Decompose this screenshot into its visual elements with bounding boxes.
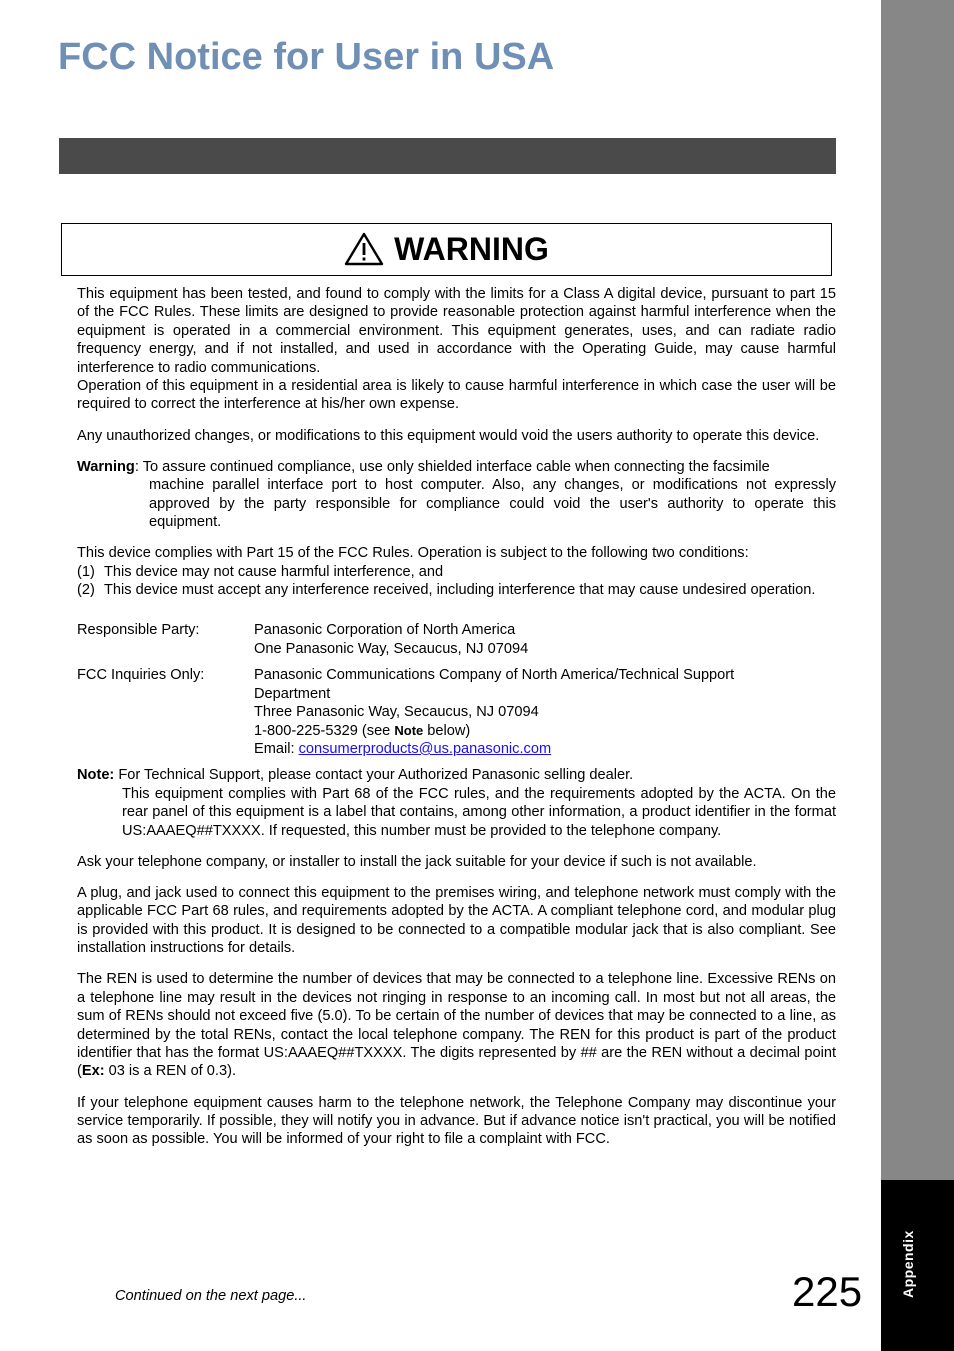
fcc-inquiries-label: FCC Inquiries Only: — [77, 667, 205, 684]
note-continuation: This equipment complies with Part 68 of the FCC rules, and the requirements adopted by the ACTA. On the rear panel of this equipment is a label that contains, among other information, a product identifier in the format US:AAAEQ##TXXXX. If requested, this number must be provided to the telephone company. — [122, 785, 836, 839]
condition-number: (2) — [77, 582, 95, 599]
note-paragraph — [77, 766, 836, 784]
email-line: Email: consumerproducts@us.panasonic.com — [254, 740, 552, 757]
paragraph-unauthorized: Any unauthorized changes, or modifications to this equipment would void the users authority to operate this device. — [77, 427, 820, 444]
paragraph-ren: The REN is used to determine the number of devices that may be connected to a telephone line. Excessive RENs on a telephone line may result in the devices not ringing in response to an incoming call. In most but not all areas, the sum of RENs should not exceed five (5.0). To be certain of the number of devices that may be connected to a line, as determined by the total RENs, contact the local telephone company. The REN for this product is part of the product identifier that has the format US:AAAEQ##TXXXX. The digits represented by ## are the REN without a decimal point (Ex: 03 is a REN of 0.3). — [77, 971, 836, 1080]
paragraph-plug: A plug, and jack used to connect this equipment to the premises wiring, and telephone network must comply with the applicable FCC Part 68 rules, and requirements adopted by the ACTA. A compliant telephone cord, and modular plug is provided with this product. It is designed to be connected to a compatible modular jack that is also compliant. See installation instructions for details. — [77, 884, 836, 957]
paragraph-jack: Ask your telephone company, or installer to install the jack suitable for your device if such is not available. — [77, 853, 757, 870]
continued-note: Continued on the next page... — [115, 1288, 307, 1304]
fcc-inquiries-line: Department — [254, 685, 331, 702]
warning-banner — [61, 223, 832, 276]
paragraph-harm: If your telephone equipment causes harm to the telephone network, the Telephone Company may discontinue your service temporarily. If possible, they will notify you in advance. But if advance notice isn't practical, you will be notified as soon as possible. You will be informed of your right to file a complaint with FCC. — [77, 1094, 836, 1148]
page-number: 225 — [792, 1268, 863, 1315]
responsible-party-label: Responsible Party: — [77, 622, 200, 639]
warning-paragraph: Warning: To assure continued compliance, use only shielded interface cable when connecting the facsimile — [77, 458, 770, 475]
condition-item — [77, 581, 836, 599]
side-tab-appendix-block — [881, 1180, 954, 1351]
paragraph-class-a: This equipment has been tested, and found to comply with the limits for a Class A digital device, pursuant to part 15 of the FCC Rules. These limits are designed to provide reasonable protection against harmful interference when the equipment is operated in a commercial environment. This equipment generates, uses, and can radiate radio frequency energy, and if not installed, and used in accordance with the Operating Guide, may cause harmful interference to radio communications. — [77, 286, 836, 376]
email-link[interactable]: consumerproducts@us.panasonic.com — [298, 740, 552, 757]
warning-triangle-icon — [344, 232, 384, 266]
notice-body — [77, 285, 836, 1149]
note-text: For Technical Support, please contact your Authorized Panasonic selling dealer. — [114, 767, 634, 784]
title-bar — [59, 138, 836, 174]
paragraph-residential: Operation of this equipment in a residential area is likely to cause harmful interference in which case the user will be required to correct the interference at his/her own expense. — [77, 378, 836, 413]
note-label: Note: — [77, 767, 115, 784]
warning-title: WARNING — [394, 231, 549, 267]
fcc-inquiries — [77, 666, 836, 758]
warning-continuation: machine parallel interface port to host computer. Also, any changes, or modifications not expressly approved by the party responsible for compliance could void the user's authority to operate this equipment. — [149, 477, 836, 531]
side-tab — [881, 0, 954, 1180]
page-title: FCC Notice for User in USA — [58, 36, 555, 78]
side-tab-label: Appendix — [900, 1230, 916, 1298]
responsible-party-line: One Panasonic Way, Secaucus, NJ 07094 — [254, 640, 529, 657]
warning-label: Warning — [77, 458, 135, 475]
responsible-party-line: Panasonic Corporation of North America — [254, 622, 516, 639]
paragraph-part15: This device complies with Part 15 of the FCC Rules. Operation is subject to the following two conditions: — [77, 545, 749, 562]
condition-item — [77, 563, 836, 581]
warning-text: To assure continued compliance, use only shielded interface cable when connecting the facsimile — [142, 458, 770, 475]
phone-line: 1-800-225-5329 (see Note below) — [254, 722, 471, 739]
fcc-inquiries-line: Three Panasonic Way, Secaucus, NJ 07094 — [254, 704, 539, 721]
fcc-inquiries-line: Panasonic Communications Company of North America/Technical Support — [254, 667, 735, 684]
condition-text: This device must accept any interference received, including interference that may cause undesired operation. — [104, 582, 816, 599]
condition-number: (1) — [77, 563, 95, 580]
condition-text: This device may not cause harmful interference, and — [104, 563, 444, 580]
responsible-party — [77, 621, 836, 658]
